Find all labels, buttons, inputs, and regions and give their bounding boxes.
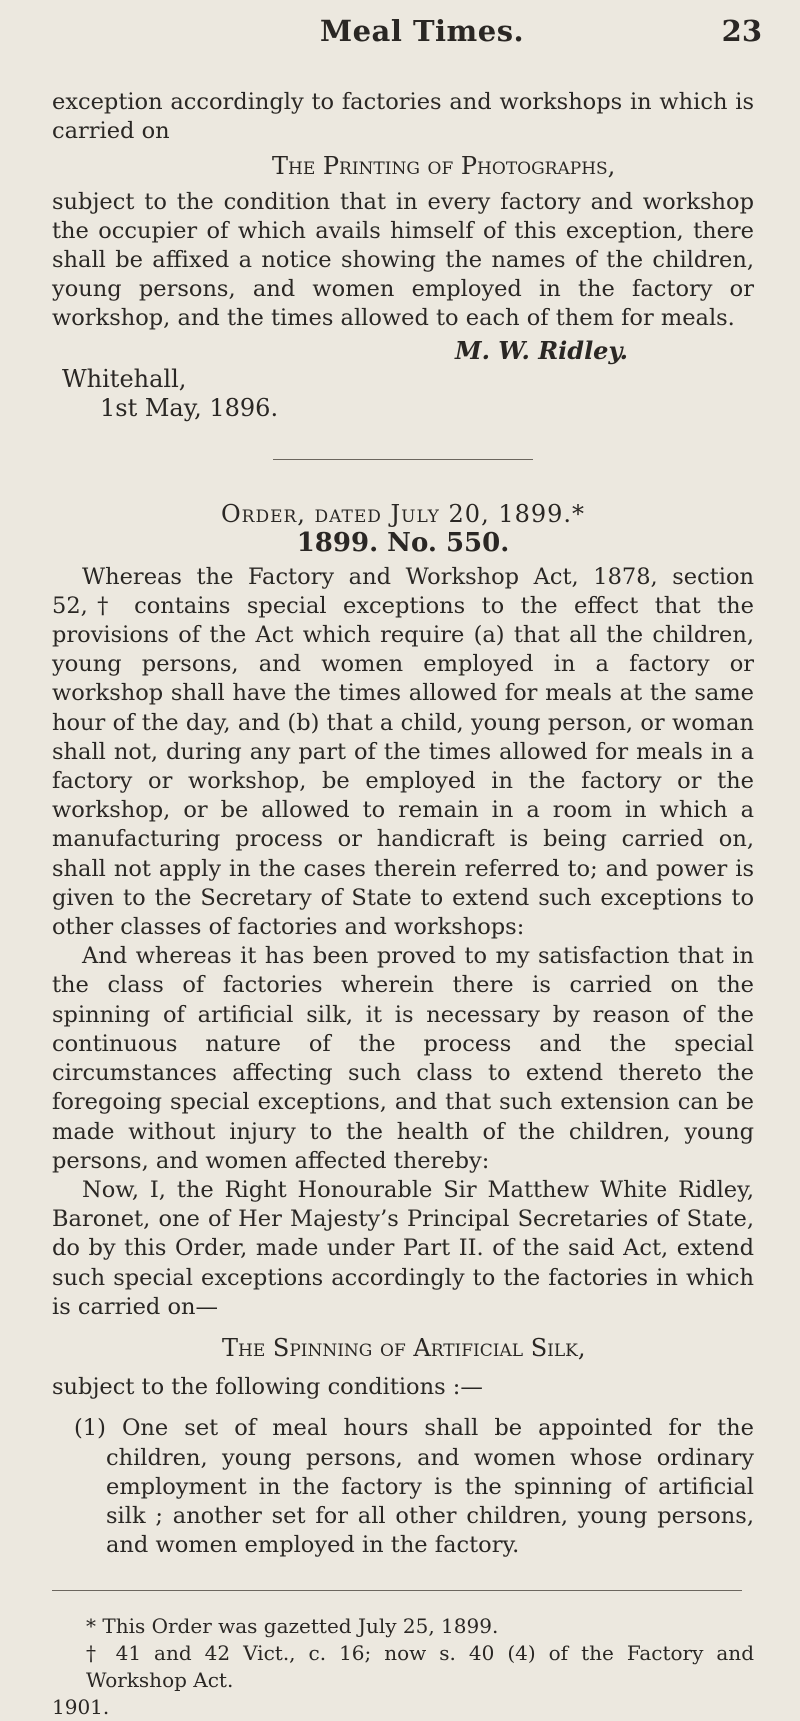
order-number: 1899. No. 550. (296, 528, 510, 559)
order-title: Order, dated July 20, 1899.* (220, 500, 586, 529)
paragraph-now: Now, I, the Right Honourable Sir Matthew White Ridley, Baronet, one of Her Majesty’s Principal Secretaries of State, do by this Order, made under Part II. of the said Act, extend such special exceptions accordingly to the factories in which is carried on— (52, 1176, 754, 1320)
condition-item: (1) One set of meal hours shall be appointed for the children, young persons, and women whose ordinary employment in the factory is the spinning of artificial silk ; another set for all other children, young persons, and women employed in the factory. (74, 1415, 754, 1559)
footnote: † 41 and 42 Vict., c. 16; now s. 40 (4) of the Factory and Workshop Act. (86, 1641, 754, 1693)
heading-printing-photographs: The Printing of Photographs, (272, 152, 616, 181)
running-title: Meal Times. (320, 14, 525, 48)
footnote: * This Order was gazetted July 25, 1899. (86, 1614, 499, 1639)
footnote-divider (52, 1590, 742, 1591)
signature: M. W. Ridley. (455, 335, 628, 365)
footnote-continuation: 1901. (52, 1695, 110, 1720)
paragraph-exception: exception accordingly to factories and workshops in which is carried on (52, 89, 754, 145)
date: 1st May, 1896. (100, 394, 279, 423)
page-header (0, 14, 800, 54)
paragraph-condition: subject to the condition that in every factory and workshop the occupier of which avails himself of this exception, there shall be affixed a notice showing the names of the children, young persons, and women employed in the factory or workshop, and the times allowed to each of them for meals. (52, 188, 754, 332)
paragraph-whereas: Whereas the Factory and Workshop Act, 1878, section 52,† contains special exceptions to the effect that the provisions of the Act which require (a) that all the children, young persons, and women employed in a factory or workshop shall have the times allowed for meals at the same hour of the day, and (b) that a child, young person, or woman shall not, during any part of the times allowed for meals in a factory or workshop, be employed in the factory or the workshop, or be allowed to remain in a room in which a manufacturing process or handicraft is being carried on, shall not apply in the cases therein referred to; and power is given to the Secretary of State to extend such exceptions to other classes of factories and workshops: (52, 563, 754, 941)
footnotes (52, 1613, 754, 1721)
page-number: 23 (721, 14, 762, 48)
body-text (52, 88, 754, 1721)
section-divider (273, 459, 533, 460)
place: Whitehall, (62, 364, 187, 393)
heading-artificial-silk: The Spinning of Artificial Silk, (222, 1333, 586, 1362)
conditions-intro: subject to the following conditions :— (52, 1374, 483, 1401)
paragraph-and-whereas: And whereas it has been proved to my satisfaction that in the class of factories wherein there is carried on the spinning of artificial silk, it is necessary by reason of the continuous nature of the process and the special circumstances affecting such class to extend thereto the foregoing special exceptions, and that such extension can be made without injury to the health of the children, young persons, and women affected thereby: (52, 943, 754, 1174)
